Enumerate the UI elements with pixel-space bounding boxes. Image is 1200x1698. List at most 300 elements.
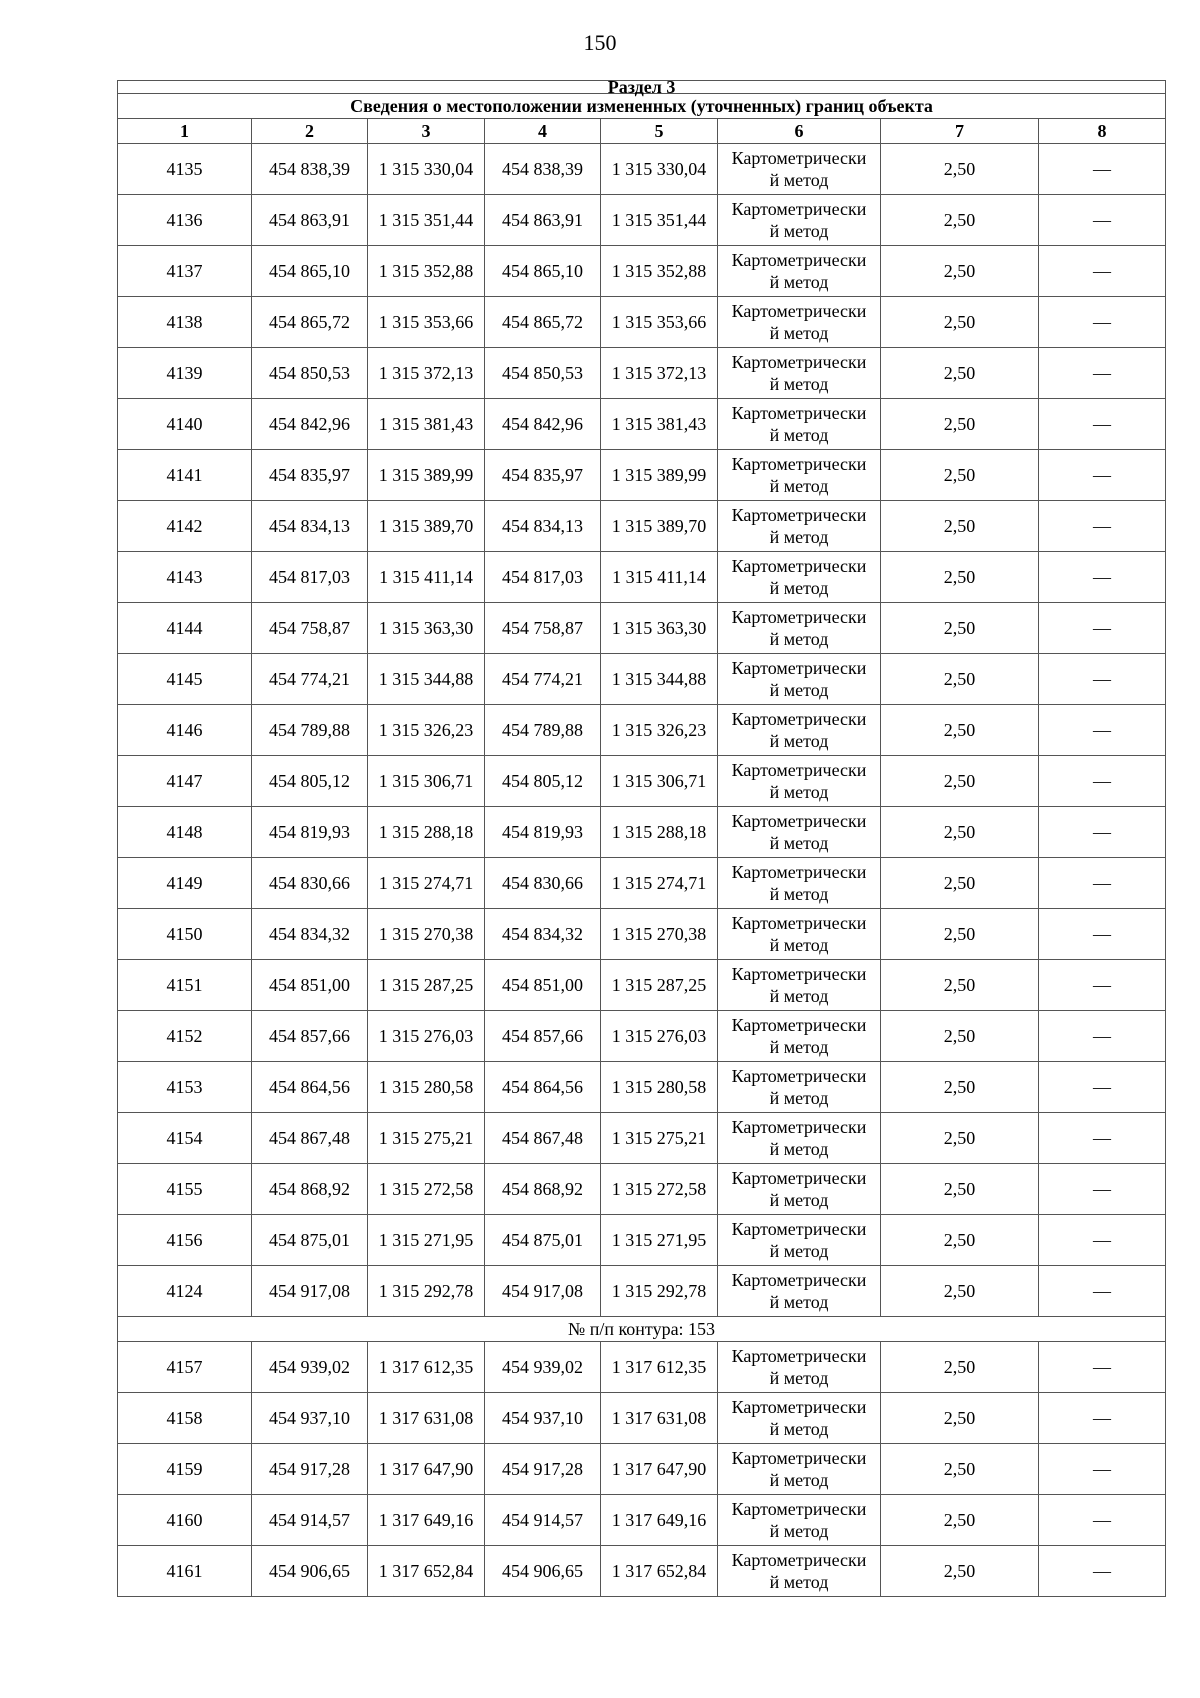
table-row <box>118 603 1166 654</box>
method-cell <box>718 603 881 654</box>
coordinate-cell: 454 917,28 <box>485 1444 601 1495</box>
description-cell: — <box>1039 1062 1166 1113</box>
coordinate-cell: 1 315 351,44 <box>368 195 485 246</box>
table-row <box>118 1393 1166 1444</box>
column-number: 8 <box>1039 119 1166 144</box>
coordinate-cell: 454 834,13 <box>485 501 601 552</box>
accuracy-cell: 2,50 <box>881 501 1039 552</box>
method-cell <box>718 1266 881 1317</box>
table-row <box>118 195 1166 246</box>
method-line: й метод <box>769 1419 829 1439</box>
table-row <box>118 1495 1166 1546</box>
method-line: й метод <box>769 578 829 598</box>
method-cell <box>718 450 881 501</box>
coordinate-cell: 1 315 280,58 <box>601 1062 718 1113</box>
coordinate-cell: 1 317 649,16 <box>601 1495 718 1546</box>
method-cell <box>718 1164 881 1215</box>
coordinate-cell: 454 789,88 <box>252 705 368 756</box>
column-number: 2 <box>252 119 368 144</box>
description-cell: — <box>1039 348 1166 399</box>
point-id-cell: 4154 <box>118 1113 252 1164</box>
accuracy-cell: 2,50 <box>881 1266 1039 1317</box>
accuracy-cell: 2,50 <box>881 399 1039 450</box>
table-row <box>118 705 1166 756</box>
coordinate-cell: 454 842,96 <box>485 399 601 450</box>
coordinate-cell: 1 315 287,25 <box>601 960 718 1011</box>
method-cell <box>718 399 881 450</box>
coordinate-cell: 1 315 288,18 <box>601 807 718 858</box>
method-line: й метод <box>769 629 829 649</box>
table-row <box>118 1164 1166 1215</box>
method-line: й метод <box>769 731 829 751</box>
method-line: Картометрически <box>731 913 867 933</box>
description-cell: — <box>1039 1011 1166 1062</box>
description-cell: — <box>1039 1393 1166 1444</box>
coordinate-cell: 1 315 389,99 <box>601 450 718 501</box>
coordinate-cell: 1 315 330,04 <box>368 144 485 195</box>
method-line: Картометрически <box>731 964 867 984</box>
method-line: Картометрически <box>731 1397 867 1417</box>
method-line: Картометрически <box>731 1219 867 1239</box>
description-cell: — <box>1039 1266 1166 1317</box>
method-line: Картометрически <box>731 352 867 372</box>
coordinate-cell: 454 914,57 <box>485 1495 601 1546</box>
coordinate-cell: 454 850,53 <box>252 348 368 399</box>
coordinate-cell: 454 875,01 <box>485 1215 601 1266</box>
coordinate-cell: 1 315 344,88 <box>601 654 718 705</box>
table-row <box>118 246 1166 297</box>
table-row <box>118 348 1166 399</box>
accuracy-cell: 2,50 <box>881 195 1039 246</box>
table-row <box>118 297 1166 348</box>
point-id-cell: 4136 <box>118 195 252 246</box>
description-cell: — <box>1039 399 1166 450</box>
coordinate-cell: 1 315 344,88 <box>368 654 485 705</box>
method-line: Картометрически <box>731 199 867 219</box>
coordinate-cell: 1 315 271,95 <box>601 1215 718 1266</box>
method-line: й метод <box>769 221 829 241</box>
column-number: 5 <box>601 119 718 144</box>
method-line: й метод <box>769 527 829 547</box>
description-cell: — <box>1039 1444 1166 1495</box>
coordinate-cell: 1 315 292,78 <box>368 1266 485 1317</box>
method-cell <box>718 246 881 297</box>
point-id-cell: 4152 <box>118 1011 252 1062</box>
method-line: Картометрически <box>731 709 867 729</box>
description-cell: — <box>1039 1495 1166 1546</box>
coordinate-cell: 1 315 306,71 <box>368 756 485 807</box>
method-cell <box>718 1495 881 1546</box>
coordinate-cell: 1 317 652,84 <box>368 1546 485 1597</box>
method-line: Картометрически <box>731 454 867 474</box>
table-row <box>118 1444 1166 1495</box>
coordinate-cell: 454 857,66 <box>485 1011 601 1062</box>
accuracy-cell: 2,50 <box>881 144 1039 195</box>
coordinate-cell: 1 315 280,58 <box>368 1062 485 1113</box>
point-id-cell: 4150 <box>118 909 252 960</box>
coordinate-cell: 1 315 275,21 <box>368 1113 485 1164</box>
coordinate-cell: 454 774,21 <box>252 654 368 705</box>
accuracy-cell: 2,50 <box>881 807 1039 858</box>
point-id-cell: 4145 <box>118 654 252 705</box>
coordinate-cell: 454 917,08 <box>252 1266 368 1317</box>
coordinate-cell: 1 315 272,58 <box>368 1164 485 1215</box>
accuracy-cell: 2,50 <box>881 1164 1039 1215</box>
column-number: 1 <box>118 119 252 144</box>
method-line: й метод <box>769 884 829 904</box>
coordinate-cell: 454 830,66 <box>252 858 368 909</box>
coordinate-cell: 454 817,03 <box>252 552 368 603</box>
coordinate-cell: 454 830,66 <box>485 858 601 909</box>
table-row <box>118 1113 1166 1164</box>
coordinate-cell: 1 315 276,03 <box>601 1011 718 1062</box>
description-cell: — <box>1039 144 1166 195</box>
point-id-cell: 4153 <box>118 1062 252 1113</box>
method-line: Картометрически <box>731 658 867 678</box>
coordinate-cell: 454 838,39 <box>485 144 601 195</box>
coordinate-cell: 454 906,65 <box>485 1546 601 1597</box>
method-line: й метод <box>769 680 829 700</box>
coordinate-cell: 1 315 381,43 <box>368 399 485 450</box>
method-cell <box>718 1113 881 1164</box>
description-cell: — <box>1039 1342 1166 1393</box>
method-line: Картометрически <box>731 148 867 168</box>
method-cell <box>718 144 881 195</box>
point-id-cell: 4138 <box>118 297 252 348</box>
table-row <box>118 654 1166 705</box>
accuracy-cell: 2,50 <box>881 1393 1039 1444</box>
column-number: 7 <box>881 119 1039 144</box>
method-cell <box>718 960 881 1011</box>
point-id-cell: 4146 <box>118 705 252 756</box>
point-id-cell: 4156 <box>118 1215 252 1266</box>
description-cell: — <box>1039 246 1166 297</box>
method-line: Картометрически <box>731 1346 867 1366</box>
table-row <box>118 450 1166 501</box>
coordinate-cell: 454 939,02 <box>485 1342 601 1393</box>
accuracy-cell: 2,50 <box>881 1444 1039 1495</box>
table-row <box>118 1215 1166 1266</box>
coordinate-cell: 454 817,03 <box>485 552 601 603</box>
coordinate-cell: 1 315 372,13 <box>368 348 485 399</box>
coordinate-cell: 454 834,32 <box>485 909 601 960</box>
coordinate-cell: 454 865,72 <box>252 297 368 348</box>
table-title-row <box>118 94 1166 119</box>
method-line: Картометрически <box>731 1066 867 1086</box>
method-line: й метод <box>769 1470 829 1490</box>
point-id-cell: 4160 <box>118 1495 252 1546</box>
coordinate-cell: 1 315 287,25 <box>368 960 485 1011</box>
method-cell <box>718 807 881 858</box>
coordinate-cell: 1 315 389,70 <box>368 501 485 552</box>
table-row <box>118 144 1166 195</box>
coordinate-cell: 1 315 292,78 <box>601 1266 718 1317</box>
point-id-cell: 4161 <box>118 1546 252 1597</box>
coordinate-cell: 1 315 271,95 <box>368 1215 485 1266</box>
coordinate-cell: 1 317 612,35 <box>601 1342 718 1393</box>
point-id-cell: 4159 <box>118 1444 252 1495</box>
method-cell <box>718 1215 881 1266</box>
coordinate-cell: 454 835,97 <box>485 450 601 501</box>
coordinate-cell: 454 835,97 <box>252 450 368 501</box>
coordinate-cell: 1 315 389,70 <box>601 501 718 552</box>
coordinate-cell: 1 315 270,38 <box>368 909 485 960</box>
accuracy-cell: 2,50 <box>881 705 1039 756</box>
coordinate-cell: 1 315 306,71 <box>601 756 718 807</box>
coordinate-cell: 1 315 411,14 <box>368 552 485 603</box>
coordinate-cell: 454 917,28 <box>252 1444 368 1495</box>
coordinate-cell: 454 939,02 <box>252 1342 368 1393</box>
coordinate-cell: 454 834,32 <box>252 909 368 960</box>
method-line: Картометрически <box>731 1117 867 1137</box>
coordinate-cell: 454 868,92 <box>485 1164 601 1215</box>
accuracy-cell: 2,50 <box>881 909 1039 960</box>
point-id-cell: 4135 <box>118 144 252 195</box>
column-number-row <box>118 119 1166 144</box>
method-line: Картометрически <box>731 1448 867 1468</box>
description-cell: — <box>1039 705 1166 756</box>
table-title: Сведения о местоположении измененных (уточненных) границ объекта <box>118 94 1166 119</box>
accuracy-cell: 2,50 <box>881 960 1039 1011</box>
column-number: 3 <box>368 119 485 144</box>
point-id-cell: 4142 <box>118 501 252 552</box>
accuracy-cell: 2,50 <box>881 297 1039 348</box>
coordinate-cell: 1 315 326,23 <box>601 705 718 756</box>
coordinate-cell: 1 315 351,44 <box>601 195 718 246</box>
method-cell <box>718 1011 881 1062</box>
coordinate-cell: 1 315 330,04 <box>601 144 718 195</box>
table-row <box>118 858 1166 909</box>
accuracy-cell: 2,50 <box>881 450 1039 501</box>
accuracy-cell: 2,50 <box>881 1062 1039 1113</box>
point-id-cell: 4158 <box>118 1393 252 1444</box>
point-id-cell: 4147 <box>118 756 252 807</box>
coordinate-cell: 454 867,48 <box>252 1113 368 1164</box>
coordinate-cell: 454 758,87 <box>485 603 601 654</box>
description-cell: — <box>1039 195 1166 246</box>
method-line: Картометрически <box>731 403 867 423</box>
accuracy-cell: 2,50 <box>881 1546 1039 1597</box>
coordinate-cell: 1 315 363,30 <box>601 603 718 654</box>
description-cell: — <box>1039 450 1166 501</box>
method-line: Картометрически <box>731 250 867 270</box>
coordinate-cell: 1 317 631,08 <box>368 1393 485 1444</box>
table-row <box>118 756 1166 807</box>
accuracy-cell: 2,50 <box>881 552 1039 603</box>
description-cell: — <box>1039 909 1166 960</box>
coordinate-cell: 1 315 270,38 <box>601 909 718 960</box>
method-cell <box>718 705 881 756</box>
accuracy-cell: 2,50 <box>881 603 1039 654</box>
table-row <box>118 399 1166 450</box>
accuracy-cell: 2,50 <box>881 1011 1039 1062</box>
coordinate-cell: 454 937,10 <box>252 1393 368 1444</box>
coordinate-cell: 454 805,12 <box>485 756 601 807</box>
method-cell <box>718 858 881 909</box>
coordinate-cell: 454 864,56 <box>252 1062 368 1113</box>
method-line: й метод <box>769 1190 829 1210</box>
coordinate-cell: 1 317 652,84 <box>601 1546 718 1597</box>
column-number: 4 <box>485 119 601 144</box>
coordinate-cell: 1 315 363,30 <box>368 603 485 654</box>
method-line: й метод <box>769 374 829 394</box>
description-cell: — <box>1039 1546 1166 1597</box>
accuracy-cell: 2,50 <box>881 654 1039 705</box>
coordinate-cell: 454 857,66 <box>252 1011 368 1062</box>
coordinate-cell: 454 865,10 <box>485 246 601 297</box>
description-cell: — <box>1039 1113 1166 1164</box>
method-line: й метод <box>769 782 829 802</box>
coordinate-cell: 454 819,93 <box>485 807 601 858</box>
accuracy-cell: 2,50 <box>881 1113 1039 1164</box>
coordinate-cell: 454 865,72 <box>485 297 601 348</box>
coordinate-cell: 1 315 411,14 <box>601 552 718 603</box>
description-cell: — <box>1039 1164 1166 1215</box>
point-id-cell: 4137 <box>118 246 252 297</box>
description-cell: — <box>1039 297 1166 348</box>
table-row <box>118 807 1166 858</box>
accuracy-cell: 2,50 <box>881 1342 1039 1393</box>
accuracy-cell: 2,50 <box>881 756 1039 807</box>
coordinate-cell: 1 315 274,71 <box>368 858 485 909</box>
coordinate-cell: 454 838,39 <box>252 144 368 195</box>
point-id-cell: 4141 <box>118 450 252 501</box>
method-cell <box>718 1546 881 1597</box>
method-line: й метод <box>769 1572 829 1592</box>
coordinate-cell: 454 774,21 <box>485 654 601 705</box>
method-cell <box>718 654 881 705</box>
point-id-cell: 4143 <box>118 552 252 603</box>
table-row <box>118 1342 1166 1393</box>
boundary-table <box>117 77 1166 1597</box>
method-line: й метод <box>769 1292 829 1312</box>
page-number: 150 <box>583 30 617 55</box>
method-cell <box>718 1062 881 1113</box>
description-cell: — <box>1039 552 1166 603</box>
method-line: й метод <box>769 986 829 1006</box>
coordinate-cell: 454 863,91 <box>485 195 601 246</box>
method-line: Картометрически <box>731 1499 867 1519</box>
coordinate-cell: 454 805,12 <box>252 756 368 807</box>
point-id-cell: 4157 <box>118 1342 252 1393</box>
point-id-cell: 4148 <box>118 807 252 858</box>
section-title-row <box>118 81 1166 94</box>
method-line: Картометрически <box>731 811 867 831</box>
accuracy-cell: 2,50 <box>881 1495 1039 1546</box>
method-line: Картометрически <box>731 760 867 780</box>
coordinate-cell: 1 315 288,18 <box>368 807 485 858</box>
coordinate-cell: 454 906,65 <box>252 1546 368 1597</box>
point-id-cell: 4149 <box>118 858 252 909</box>
method-cell <box>718 195 881 246</box>
method-cell <box>718 1444 881 1495</box>
coordinate-cell: 454 758,87 <box>252 603 368 654</box>
coordinate-cell: 1 317 649,16 <box>368 1495 485 1546</box>
coordinate-cell: 454 914,57 <box>252 1495 368 1546</box>
accuracy-cell: 2,50 <box>881 348 1039 399</box>
method-line: Картометрически <box>731 556 867 576</box>
point-id-cell: 4151 <box>118 960 252 1011</box>
method-cell <box>718 348 881 399</box>
contour-label: № п/п контура: 153 <box>118 1317 1166 1342</box>
coordinate-cell: 454 851,00 <box>485 960 601 1011</box>
method-line: й метод <box>769 935 829 955</box>
coordinate-cell: 454 875,01 <box>252 1215 368 1266</box>
coordinate-cell: 1 315 272,58 <box>601 1164 718 1215</box>
coordinate-cell: 1 315 389,99 <box>368 450 485 501</box>
coordinate-cell: 1 315 326,23 <box>368 705 485 756</box>
coordinate-cell: 1 315 353,66 <box>368 297 485 348</box>
description-cell: — <box>1039 756 1166 807</box>
point-id-cell: 4140 <box>118 399 252 450</box>
description-cell: — <box>1039 501 1166 552</box>
method-line: Картометрически <box>731 1168 867 1188</box>
coordinate-cell: 1 315 372,13 <box>601 348 718 399</box>
accuracy-cell: 2,50 <box>881 858 1039 909</box>
description-cell: — <box>1039 603 1166 654</box>
coordinate-cell: 1 315 275,21 <box>601 1113 718 1164</box>
coordinate-cell: 1 317 631,08 <box>601 1393 718 1444</box>
contour-row <box>118 1317 1166 1342</box>
description-cell: — <box>1039 1215 1166 1266</box>
coordinate-cell: 1 315 381,43 <box>601 399 718 450</box>
coordinate-cell: 454 937,10 <box>485 1393 601 1444</box>
method-line: й метод <box>769 170 829 190</box>
method-line: Картометрически <box>731 607 867 627</box>
method-line: й метод <box>769 1241 829 1261</box>
method-line: й метод <box>769 833 829 853</box>
description-cell: — <box>1039 654 1166 705</box>
method-line: й метод <box>769 323 829 343</box>
coordinate-cell: 454 789,88 <box>485 705 601 756</box>
section-title: Раздел 3 <box>118 81 1166 94</box>
method-line: й метод <box>769 272 829 292</box>
coordinate-cell: 1 315 274,71 <box>601 858 718 909</box>
table-row <box>118 1062 1166 1113</box>
coordinate-cell: 1 315 352,88 <box>368 246 485 297</box>
coordinate-cell: 1 315 276,03 <box>368 1011 485 1062</box>
table-row <box>118 501 1166 552</box>
method-line: й метод <box>769 1368 829 1388</box>
coordinate-cell: 454 850,53 <box>485 348 601 399</box>
method-cell <box>718 297 881 348</box>
table-row <box>118 1011 1166 1062</box>
coordinate-cell: 454 865,10 <box>252 246 368 297</box>
point-id-cell: 4124 <box>118 1266 252 1317</box>
table-row <box>118 1266 1166 1317</box>
coordinate-cell: 1 317 647,90 <box>601 1444 718 1495</box>
point-id-cell: 4139 <box>118 348 252 399</box>
coordinate-cell: 454 851,00 <box>252 960 368 1011</box>
coordinate-cell: 454 867,48 <box>485 1113 601 1164</box>
accuracy-cell: 2,50 <box>881 1215 1039 1266</box>
point-id-cell: 4155 <box>118 1164 252 1215</box>
method-line: й метод <box>769 1139 829 1159</box>
method-cell <box>718 756 881 807</box>
description-cell: — <box>1039 960 1166 1011</box>
method-line: й метод <box>769 425 829 445</box>
method-line: й метод <box>769 1521 829 1541</box>
method-line: й метод <box>769 1037 829 1057</box>
method-cell <box>718 552 881 603</box>
method-line: Картометрически <box>731 1015 867 1035</box>
method-line: Картометрически <box>731 301 867 321</box>
coordinate-cell: 454 842,96 <box>252 399 368 450</box>
table-row <box>118 960 1166 1011</box>
method-cell <box>718 1342 881 1393</box>
table-row <box>118 909 1166 960</box>
method-line: й метод <box>769 1088 829 1108</box>
